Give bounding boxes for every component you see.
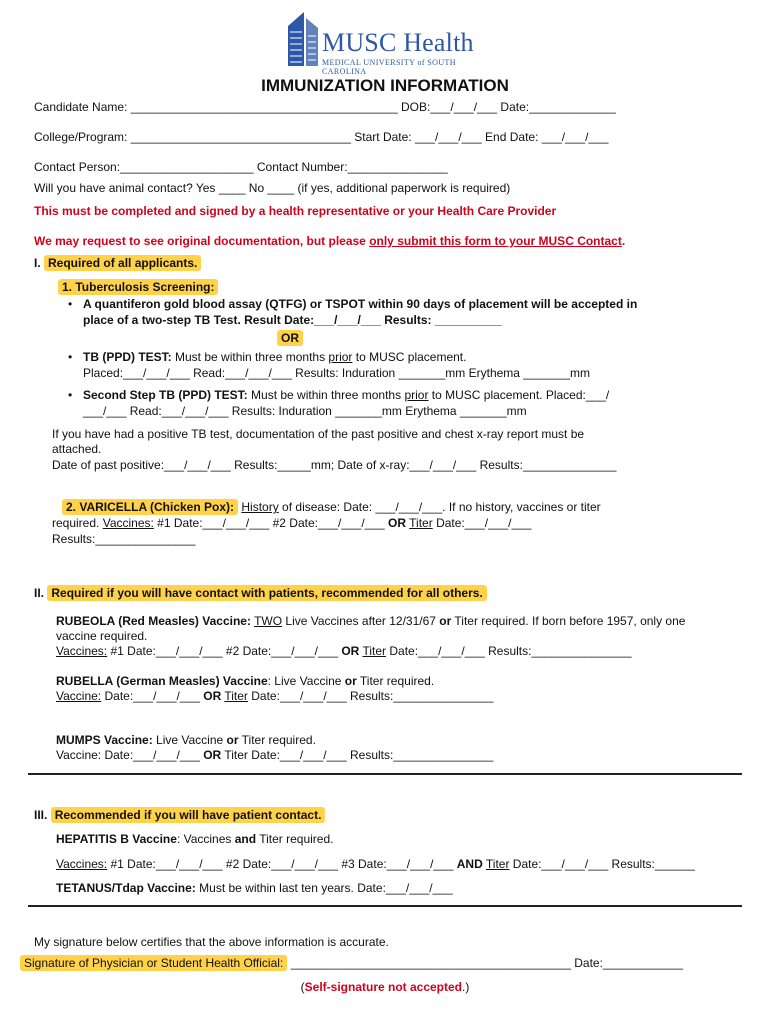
rubeola-line-1: [56, 614, 685, 628]
varicella-or: OR: [388, 516, 407, 530]
building-logo-icon: [284, 10, 320, 66]
section-1-num: I.: [34, 256, 41, 270]
section-2-num: II.: [34, 586, 45, 600]
or-label: OR: [277, 330, 303, 346]
notice-signature-required: This must be completed and signed by a health representative or your Health Care Provider: [34, 204, 557, 218]
rubeola-text-1: Live Vaccines after 12/31/67: [282, 614, 440, 628]
varicella-history: History: [241, 500, 279, 514]
rubeola-titer: Titer: [362, 644, 387, 658]
hepb-label: HEPATITIS B Vaccine: [56, 832, 177, 846]
rubeola-dates: #1 Date:___/___/___ #2 Date:___/___/___: [107, 644, 342, 658]
section-divider: [28, 773, 742, 775]
varicella-vaccines: Vaccines:: [102, 516, 154, 530]
logo-brand-text: MUSC Health: [322, 28, 474, 57]
hepb-text-1: : Vaccines: [176, 832, 235, 846]
ppd-line-2[interactable]: Placed:___/___/___ Read:___/___/___ Results: Induration _______mm Erythema _______mm: [83, 366, 591, 380]
step2-line-2[interactable]: ___/___ Read:___/___/___ Results: Induration _______mm Erythema _______mm: [83, 404, 527, 418]
rubella-vaccine: Vaccine:: [56, 689, 102, 703]
rubella-date: Date:___/___/___: [101, 689, 204, 703]
notice-suffix: .: [621, 234, 626, 248]
mumps-label: MUMPS Vaccine:: [56, 733, 153, 747]
varicella-dates: #1 Date:___/___/___ #2 Date:___/___/___: [153, 516, 389, 530]
varicella-heading: 2. VARICELLA (Chicken Pox):: [62, 499, 238, 515]
rubeola-or: or: [439, 614, 452, 628]
mumps-line-2[interactable]: [56, 748, 493, 762]
rubeola-label: RUBEOLA (Red Measles) Vaccine:: [56, 614, 251, 628]
mumps-line-1: [56, 733, 316, 747]
ppd-line-1: [83, 350, 466, 364]
signature-label: Signature of Physician or Student Health Official:: [20, 955, 287, 971]
positive-tb-line-2: attached.: [52, 442, 102, 456]
varicella-line-3[interactable]: Results:_______________: [52, 532, 196, 546]
rubeola-two: TWO: [254, 614, 283, 628]
college-field[interactable]: College/Program: _________________________________ Start Date: ___/___/___ End Date: ___/___/___: [34, 130, 609, 144]
hepb-and: and: [234, 832, 257, 846]
section-1-heading: [34, 256, 201, 270]
rubeola-vaccines: Vaccines:: [56, 644, 108, 658]
certification-text: My signature below certifies that the above information is accurate.: [34, 935, 389, 949]
rubella-line-1: [56, 674, 434, 688]
rubella-or: or: [344, 674, 357, 688]
self-note-close: .): [462, 980, 470, 994]
step2-text-2: to MUSC placement. Placed:___/: [428, 388, 610, 402]
mumps-date: Vaccine: Date:___/___/___: [56, 748, 204, 762]
page-title: IMMUNIZATION INFORMATION: [261, 76, 509, 95]
tb-screening-label: 1. Tuberculosis Screening:: [58, 279, 218, 295]
step2-line-1: [83, 388, 609, 402]
contact-field[interactable]: Contact Person:____________________ Contact Number:_______________: [34, 160, 448, 174]
notice-documentation: [34, 234, 625, 248]
step2-text-1: Must be within three months: [247, 388, 405, 402]
rubeola-line-2: vaccine required.: [56, 629, 148, 643]
ppd-label: TB (PPD) TEST:: [83, 350, 172, 364]
qtfg-line-2[interactable]: place of a two-step TB Test. Result Date:___/___/___ Results: __________: [83, 313, 502, 327]
positive-tb-line-3[interactable]: Date of past positive:___/___/___ Results:_____mm; Date of x-ray:___/___/___ Results:______________: [52, 458, 617, 472]
step2-label: Second Step TB (PPD) TEST:: [83, 388, 248, 402]
ppd-text-2: to MUSC placement.: [352, 350, 467, 364]
musc-health-logo: [284, 10, 494, 76]
notice-submit-link: only submit this form to your MUSC Contact: [369, 234, 622, 248]
tetanus-label: TETANUS/Tdap Vaccine:: [56, 881, 196, 895]
varicella-titer: Titer: [409, 516, 433, 530]
logo-subtitle: MEDICAL UNIVERSITY of SOUTH CAROLINA: [322, 58, 456, 76]
self-note-open: (: [300, 980, 305, 994]
bullet-icon: •: [68, 388, 73, 402]
ppd-prior: prior: [328, 350, 353, 364]
positive-tb-line-1: If you have had a positive TB test, documentation of the past positive and chest x-ray report must be: [52, 427, 585, 441]
tetanus-text: Must be within last ten years. Date:___/___/___: [195, 881, 453, 895]
varicella-text-1[interactable]: of disease: Date: ___/___/___. If no history, vaccines or titer: [278, 500, 601, 514]
hepb-and-2: AND: [456, 857, 483, 871]
footer-divider: [28, 905, 742, 907]
section-2-heading: [34, 586, 487, 600]
rubeola-titer-date: Date:___/___/___ Results:_______________: [386, 644, 632, 658]
self-note-text: Self-signature not accepted: [304, 980, 463, 994]
qtfg-line-1: A quantiferon gold blood assay (QTFG) or TSPOT within 90 days of placement will be accepted in: [83, 297, 638, 311]
varicella-titer-date: Date:___/___/___: [432, 516, 532, 530]
mumps-text-1: Live Vaccine: [152, 733, 227, 747]
hepb-vaccines: Vaccines:: [56, 857, 108, 871]
bullet-icon: •: [68, 350, 73, 364]
or-badge: [277, 331, 303, 345]
section-3-num: III.: [34, 808, 48, 822]
varicella-line-1: [62, 500, 601, 514]
hepb-text-2: Titer required.: [256, 832, 334, 846]
rubeola-line-3[interactable]: [56, 644, 632, 658]
hepb-titer: Titer: [485, 857, 510, 871]
mumps-titer-date: Titer Date:___/___/___ Results:_______________: [221, 748, 494, 762]
varicella-line-2[interactable]: [52, 516, 531, 530]
mumps-or: or: [226, 733, 239, 747]
mumps-text-2: Titer required.: [238, 733, 316, 747]
tb-screening-heading: [58, 280, 218, 294]
mumps-or-2: OR: [203, 748, 222, 762]
hepb-line-2[interactable]: [56, 857, 695, 871]
section-1-label: Required of all applicants.: [44, 255, 201, 271]
self-signature-note: [0, 980, 770, 994]
step2-prior: prior: [404, 388, 429, 402]
rubella-titer-date: Date:___/___/___ Results:_______________: [247, 689, 494, 703]
varicella-required: required.: [52, 516, 103, 530]
section-3-heading: [34, 808, 325, 822]
rubella-line-2[interactable]: [56, 689, 493, 703]
rubella-or-2: OR: [203, 689, 222, 703]
bullet-icon: •: [68, 297, 73, 311]
hepb-titer-date: Date:___/___/___ Results:______: [509, 857, 695, 871]
signature-blank[interactable]: __________________________________________ Date:____________: [287, 956, 684, 970]
notice-prefix: We may request to see original documentation, but please: [34, 234, 370, 248]
rubella-titer: Titer: [224, 689, 248, 703]
ppd-text-1: Must be within three months: [171, 350, 329, 364]
rubeola-or-2: OR: [341, 644, 360, 658]
animal-contact-field[interactable]: Will you have animal contact? Yes ____ No ____ (if yes, additional paperwork is required): [34, 181, 511, 195]
rubella-label: RUBELLA (German Measles) Vaccine: [56, 674, 268, 688]
candidate-field[interactable]: Candidate Name: ________________________________________ DOB:___/___/___ Date:_____________: [34, 100, 616, 114]
hepb-line-1: [56, 832, 333, 846]
hepb-dates: #1 Date:___/___/___ #2 Date:___/___/___ #3 Date:___/___/___: [107, 857, 457, 871]
section-2-label: Required if you will have contact with patients, recommended for all others.: [47, 585, 486, 601]
rubeola-text-2: Titer required. If born before 1957, only one: [451, 614, 686, 628]
signature-line[interactable]: [20, 956, 683, 970]
section-3-label: Recommended if you will have patient contact.: [51, 807, 326, 823]
rubella-text-2: Titer required.: [356, 674, 435, 688]
rubella-text-1: : Live Vaccine: [267, 674, 345, 688]
tetanus-line[interactable]: [56, 881, 453, 895]
